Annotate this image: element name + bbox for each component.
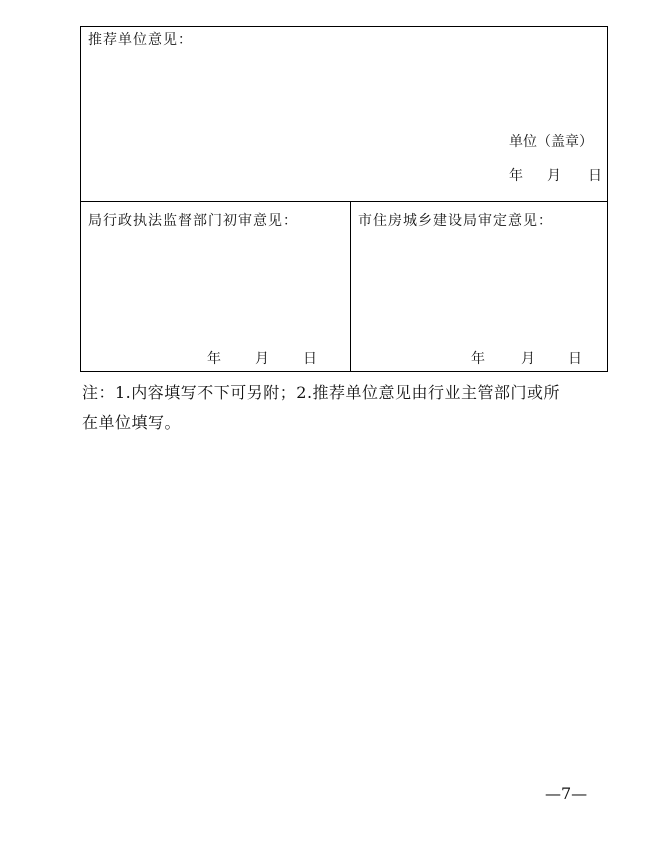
recommend-unit-cell [81,27,607,202]
city-review-cell [351,202,607,371]
district-review-cell [81,202,351,371]
city-review-date-line [471,348,586,366]
note-line-1: 注：1.内容填写不下可另附；2.推荐单位意见由行业主管部门或所 [82,383,561,402]
district-review-label: 局行政执法监督部门初审意见： [88,213,298,229]
month-label: 月 [521,351,535,367]
month-label: 月 [255,351,269,367]
year-label: 年 [471,351,485,367]
city-review-label: 市住房城乡建设局审定意见： [358,213,553,229]
year-label: 年 [509,168,523,184]
district-review-date-line [207,348,317,366]
recommend-unit-label: 推荐单位意见： [88,32,193,48]
opinion-form-table [80,26,608,372]
note-line-2: 在单位填写。 [82,413,182,432]
recommend-date-line [509,165,604,183]
year-label: 年 [207,351,221,367]
unit-seal-label: 单位（盖章） [509,134,593,150]
form-note [82,378,602,438]
day-label: 日 [588,168,602,184]
page-number: —7— [545,784,588,803]
day-label: 日 [568,351,582,367]
day-label: 日 [303,351,317,367]
month-label: 月 [547,168,561,184]
